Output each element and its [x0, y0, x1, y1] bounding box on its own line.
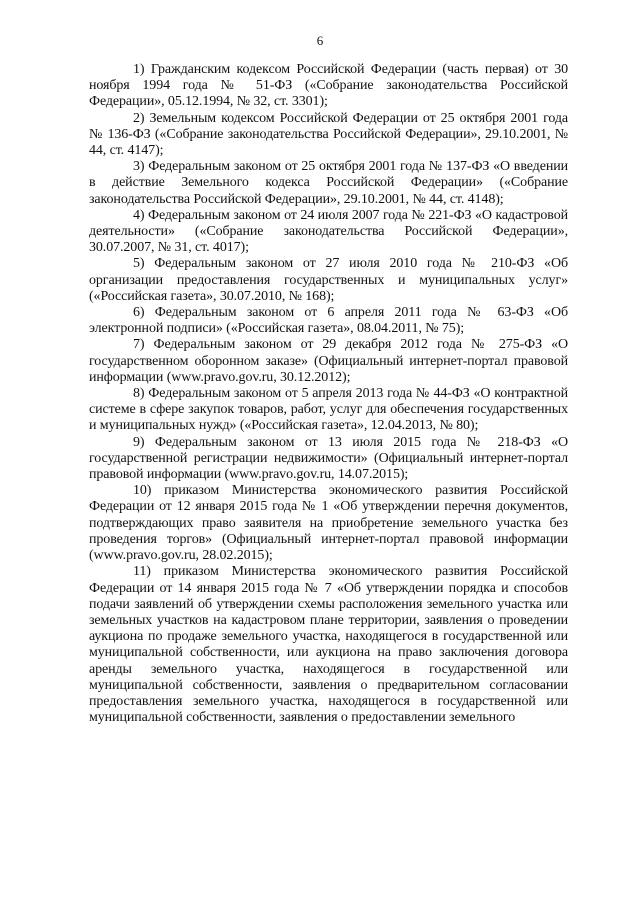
page-number: 6: [316, 33, 324, 48]
list-item-4: 4) Федеральным законом от 24 июля 2007 года № 221-ФЗ «О кадастровой деятельности» («Собрание законодательства Российской Федерации», 30.07.2007, № 31, ст. 4017);: [89, 207, 568, 256]
list-item-8: 8) Федеральным законом от 5 апреля 2013 года № 44-ФЗ «О контрактной системе в сфере закупок товаров, работ, услуг для обеспечения государственных и муниципальных нужд» («Российская газета», 12.04.2013, № 80);: [89, 386, 568, 434]
list-item-5: 5) Федеральным законом от 27 июля 2010 года № 210-ФЗ «Об организации предоставления государственных и муниципальных услуг» («Российская газета», 30.07.2010, № 168);: [89, 256, 568, 304]
document-body: [89, 62, 568, 726]
list-item-11: 11) приказом Министерства экономического развития Российской Федерации от 14 января 2015 года № 7 «Об утверждении порядка и способов подачи заявлений об утверждении схемы расположения земельного участка или земельных участков на кадастровом плане территории, заявления о проведении аукциона по продаже земельного участка, находящегося в государственной или муниципальной собственности, или аукциона на право заключения договора аренды земельного участка, находящегося в государственной или муниципальной собственности, заявления о предварительном согласовании предоставления земельного участка, находящегося в государственной или муниципальной собственности, заявления о предоставлении земельного: [89, 564, 568, 726]
list-item-3: 3) Федеральным законом от 25 октября 2001 года № 137-ФЗ «О введении в действие Земельного кодекса Российской Федерации» («Собрание законодательства Российской Федерации», 29.10.2001, № 44, ст. 4148);: [89, 159, 568, 207]
list-item-1: 1) Гражданским кодексом Российской Федерации (часть первая) от 30 ноября 1994 года № 51-ФЗ («Собрание законодательства Российской Федерации», 05.12.1994, № 32, ст. 3301);: [89, 62, 568, 110]
list-item-7: 7) Федеральным законом от 29 декабря 2012 года № 275-ФЗ «О государственном оборонном заказе» (Официальный интернет-портал правовой информации (www.pravo.gov.ru, 30.12.2012);: [89, 337, 568, 385]
list-item-6: 6) Федеральным законом от 6 апреля 2011 года № 63-ФЗ «Об электронной подписи» («Российская газета», 08.04.2011, № 75);: [89, 305, 568, 337]
list-item-2: 2) Земельным кодексом Российской Федерации от 25 октября 2001 года № 136-ФЗ («Собрание законодательства Российской Федерации», 29.10.2001, № 44, ст. 4147);: [89, 110, 568, 159]
list-item-10: 10) приказом Министерства экономического развития Российской Федерации от 12 января 2015 года № 1 «Об утверждении перечня документов, подтверждающих право заявителя на приобретение земельного участка без проведения торгов» (Официальный интернет-портал правовой информации (www.pravo.gov.ru, 28.02.2015);: [89, 483, 568, 564]
list-item-9: 9) Федеральным законом от 13 июля 2015 года № 218-ФЗ «О государственной регистрации недвижимости» (Официальный интернет-портал правовой информации (www.pravo.gov.ru, 14.07.2015);: [89, 434, 568, 483]
